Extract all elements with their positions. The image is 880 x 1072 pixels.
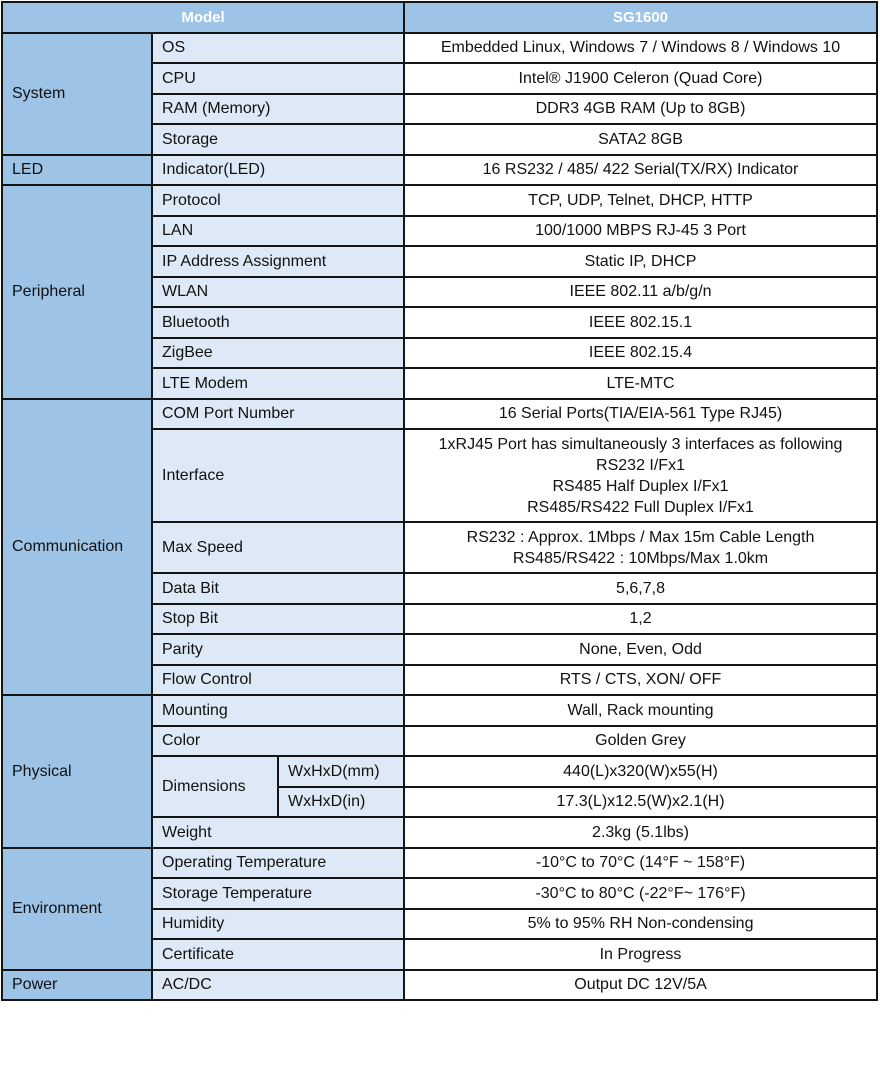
table-row <box>2 33 877 64</box>
spec-value-line: RS485/RS422 Full Duplex I/Fx1 <box>527 498 754 516</box>
spec-value: 440(L)x320(W)x55(H) <box>404 756 877 787</box>
table-row <box>2 155 877 186</box>
spec-label: RAM (Memory) <box>152 94 404 125</box>
table-row <box>2 185 877 216</box>
model-value-header: SG1600 <box>404 2 877 33</box>
spec-label: Max Speed <box>152 522 404 573</box>
spec-value: -30°C to 80°C (-22°F~ 176°F) <box>404 878 877 909</box>
spec-value: -10°C to 70°C (14°F ~ 158°F) <box>404 848 877 879</box>
category-communication: Communication <box>2 399 152 696</box>
spec-label: Indicator(LED) <box>152 155 404 186</box>
table-row <box>2 399 877 430</box>
spec-value: LTE-MTC <box>404 368 877 399</box>
spec-label-dimensions: Dimensions <box>152 756 278 817</box>
spec-value <box>404 429 877 522</box>
spec-value: Wall, Rack mounting <box>404 695 877 726</box>
spec-value-line: RS485 Half Duplex I/Fx1 <box>552 477 729 495</box>
spec-label: Flow Control <box>152 665 404 696</box>
spec-value: RTS / CTS, XON/ OFF <box>404 665 877 696</box>
spec-label: AC/DC <box>152 970 404 1001</box>
spec-value: TCP, UDP, Telnet, DHCP, HTTP <box>404 185 877 216</box>
spec-value: 100/1000 MBPS RJ-45 3 Port <box>404 216 877 247</box>
spec-value-line: RS485/RS422 : 10Mbps/Max 1.0km <box>512 549 769 567</box>
spec-value-line: RS232 : Approx. 1Mbps / Max 15m Cable Length <box>466 528 815 546</box>
spec-value: None, Even, Odd <box>404 634 877 665</box>
spec-label: Mounting <box>152 695 404 726</box>
spec-label: CPU <box>152 63 404 94</box>
spec-value: 16 Serial Ports(TIA/EIA-561 Type RJ45) <box>404 399 877 430</box>
spec-value: Static IP, DHCP <box>404 246 877 277</box>
category-physical: Physical <box>2 695 152 848</box>
spec-label: Interface <box>152 429 404 522</box>
spec-sublabel: WxHxD(in) <box>278 787 404 818</box>
spec-value: Embedded Linux, Windows 7 / Windows 8 / Windows 10 <box>404 33 877 64</box>
spec-value-line: RS232 I/Fx1 <box>596 456 685 474</box>
spec-value: Golden Grey <box>404 726 877 757</box>
spec-label: ZigBee <box>152 338 404 369</box>
category-power: Power <box>2 970 152 1001</box>
spec-label: Weight <box>152 817 404 848</box>
spec-value: IEEE 802.15.4 <box>404 338 877 369</box>
spec-label: LAN <box>152 216 404 247</box>
table-row <box>2 848 877 879</box>
spec-label: Storage Temperature <box>152 878 404 909</box>
spec-value: Output DC 12V/5A <box>404 970 877 1001</box>
spec-table <box>1 1 878 1001</box>
spec-sublabel: WxHxD(mm) <box>278 756 404 787</box>
spec-value: IEEE 802.15.1 <box>404 307 877 338</box>
spec-value: 5% to 95% RH Non-condensing <box>404 909 877 940</box>
spec-label: Certificate <box>152 939 404 970</box>
spec-label: Humidity <box>152 909 404 940</box>
spec-label: IP Address Assignment <box>152 246 404 277</box>
spec-label: Parity <box>152 634 404 665</box>
spec-value: SATA2 8GB <box>404 124 877 155</box>
spec-value: 17.3(L)x12.5(W)x2.1(H) <box>404 787 877 818</box>
model-header: Model <box>2 2 404 33</box>
spec-value: 16 RS232 / 485/ 422 Serial(TX/RX) Indicator <box>404 155 877 186</box>
spec-value: IEEE 802.11 a/b/g/n <box>404 277 877 308</box>
spec-value: Intel® J1900 Celeron (Quad Core) <box>404 63 877 94</box>
category-system: System <box>2 33 152 155</box>
spec-label: WLAN <box>152 277 404 308</box>
spec-label: Protocol <box>152 185 404 216</box>
category-peripheral: Peripheral <box>2 185 152 399</box>
table-row <box>2 970 877 1001</box>
spec-label: Operating Temperature <box>152 848 404 879</box>
spec-label: LTE Modem <box>152 368 404 399</box>
spec-label: Bluetooth <box>152 307 404 338</box>
spec-label: COM Port Number <box>152 399 404 430</box>
spec-value <box>404 522 877 573</box>
spec-label: OS <box>152 33 404 64</box>
table-header-row <box>2 2 877 33</box>
spec-value-line: 1xRJ45 Port has simultaneously 3 interfaces as following <box>438 435 843 453</box>
spec-label: Storage <box>152 124 404 155</box>
spec-value: DDR3 4GB RAM (Up to 8GB) <box>404 94 877 125</box>
spec-value: 2.3kg (5.1lbs) <box>404 817 877 848</box>
spec-label: Data Bit <box>152 573 404 604</box>
spec-label: Color <box>152 726 404 757</box>
spec-value: 1,2 <box>404 604 877 635</box>
spec-label: Stop Bit <box>152 604 404 635</box>
spec-value: In Progress <box>404 939 877 970</box>
category-environment: Environment <box>2 848 152 970</box>
category-led: LED <box>2 155 152 186</box>
table-row <box>2 695 877 726</box>
spec-value: 5,6,7,8 <box>404 573 877 604</box>
